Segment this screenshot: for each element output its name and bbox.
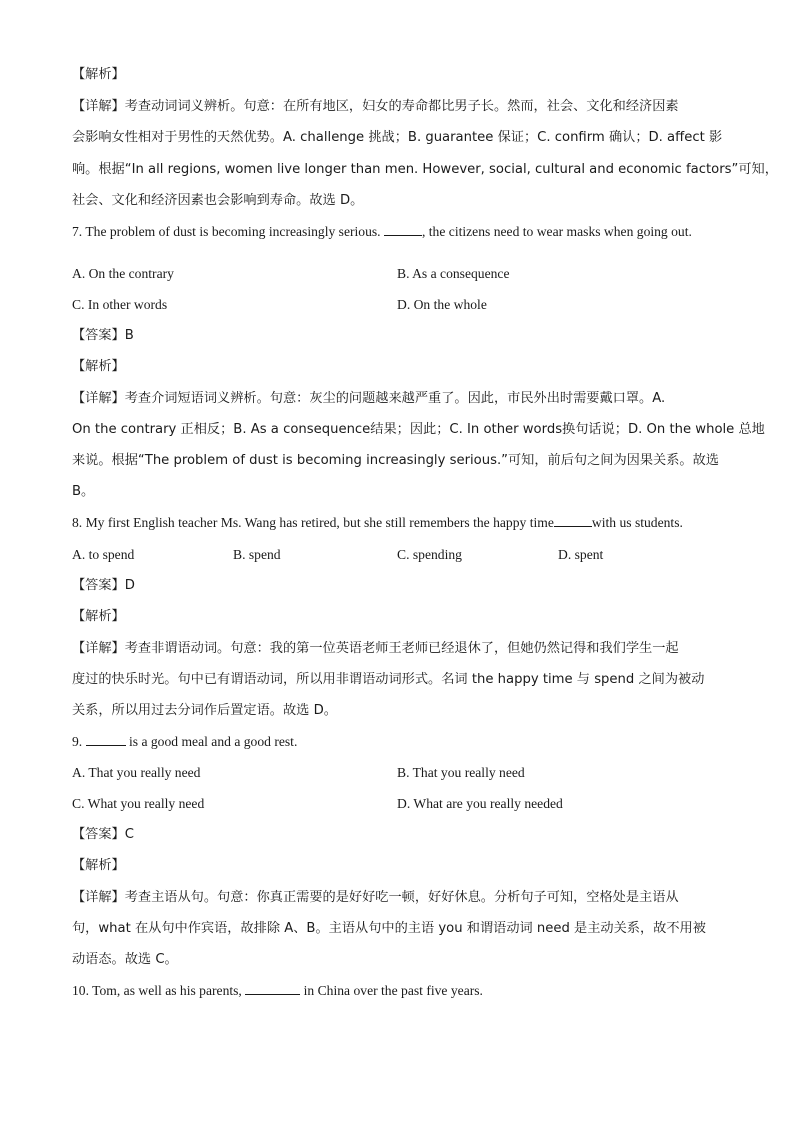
detail-6-line-2: 会影响女性相对于男性的天然优势。A. challenge 挑战；B. guarantee 保证；C. confirm 确认；D. affect 影 (72, 130, 723, 145)
answer-7: 【答案】B (72, 328, 134, 343)
answer-blank (384, 223, 422, 236)
detail-6-line-3: 响。根据“In all regions, women live longer than men. However, social, cultural and economic factors”可知， (72, 162, 778, 177)
q8-option-a: A. to spend (72, 547, 135, 562)
detail-7-line-1: 【详解】考查介词短语词义辨析。句意：灰尘的问题越来越严重了。因此，市民外出时需要戴口罩。A. (72, 391, 666, 406)
q8-option-d: D. spent (558, 547, 604, 562)
answer-9: 【答案】C (72, 827, 134, 842)
q8-option-b: B. spend (233, 547, 281, 562)
q7-option-a: A. On the contrary (72, 266, 174, 281)
detail-7-line-4: B。 (72, 484, 95, 499)
q9-option-d: D. What are you really needed (397, 796, 563, 811)
q9-option-b: B. That you really need (397, 765, 525, 780)
detail-9-line-1: 【详解】考查主语从句。句意：你真正需要的是好好吃一顿，好好休息。分析句子可知，空格处是主语从 (72, 890, 679, 905)
detail-7-line-2: On the contrary 正相反；B. As a consequence结果；因此；C. In other words换句话说；D. On the whole 总地 (72, 422, 765, 437)
question-8: 8. My first English teacher Ms. Wang has retired, but she still remembers the happy time with us students. (72, 515, 683, 530)
question-9: 9. is a good meal and a good rest. (72, 734, 298, 749)
detail-6-line-1: 【详解】考查动词词义辨析。句意：在所有地区，妇女的寿命都比男子长。然而，社会、文化和经济因素 (72, 99, 679, 114)
analysis-label-7: 【解析】 (72, 359, 125, 374)
q7-option-b: B. As a consequence (397, 266, 510, 281)
detail-8-line-2: 度过的快乐时光。句中已有谓语动词，所以用非谓语动词形式。名词 the happy time 与 spend 之间为被动 (72, 672, 705, 687)
question-10: 10. Tom, as well as his parents, in China over the past five years. (72, 983, 483, 998)
q9-option-a: A. That you really need (72, 765, 201, 780)
q8-option-c: C. spending (397, 547, 462, 562)
analysis-label-6: 【解析】 (72, 67, 125, 82)
answer-8: 【答案】D (72, 578, 135, 593)
answer-blank (86, 733, 126, 746)
q7-option-c: C. In other words (72, 297, 168, 312)
detail-9-line-3: 动语态。故选 C。 (72, 952, 178, 967)
q9-option-c: C. What you really need (72, 796, 205, 811)
detail-8-line-1: 【详解】考查非谓语动词。句意：我的第一位英语老师王老师已经退休了，但她仍然记得和我们学生一起 (72, 641, 679, 656)
q7-option-d: D. On the whole (397, 297, 487, 312)
detail-8-line-3: 关系，所以用过去分词作后置定语。故选 D。 (72, 703, 337, 718)
detail-6-line-4: 社会、文化和经济因素也会影响到寿命。故选 D。 (72, 193, 364, 208)
answer-blank (245, 982, 300, 995)
detail-9-line-2: 句，what 在从句中作宾语，故排除 A、B。主语从句中的主语 you 和谓语动词 need 是主动关系，故不用被 (72, 921, 706, 936)
answer-blank (554, 514, 592, 527)
analysis-label-8: 【解析】 (72, 609, 125, 624)
analysis-label-9: 【解析】 (72, 858, 125, 873)
question-7: 7. The problem of dust is becoming increasingly serious. , the citizens need to wear masks when going out. (72, 224, 692, 239)
detail-7-line-3: 来说。根据“The problem of dust is becoming increasingly serious.”可知，前后句之间为因果关系。故选 (72, 453, 719, 468)
